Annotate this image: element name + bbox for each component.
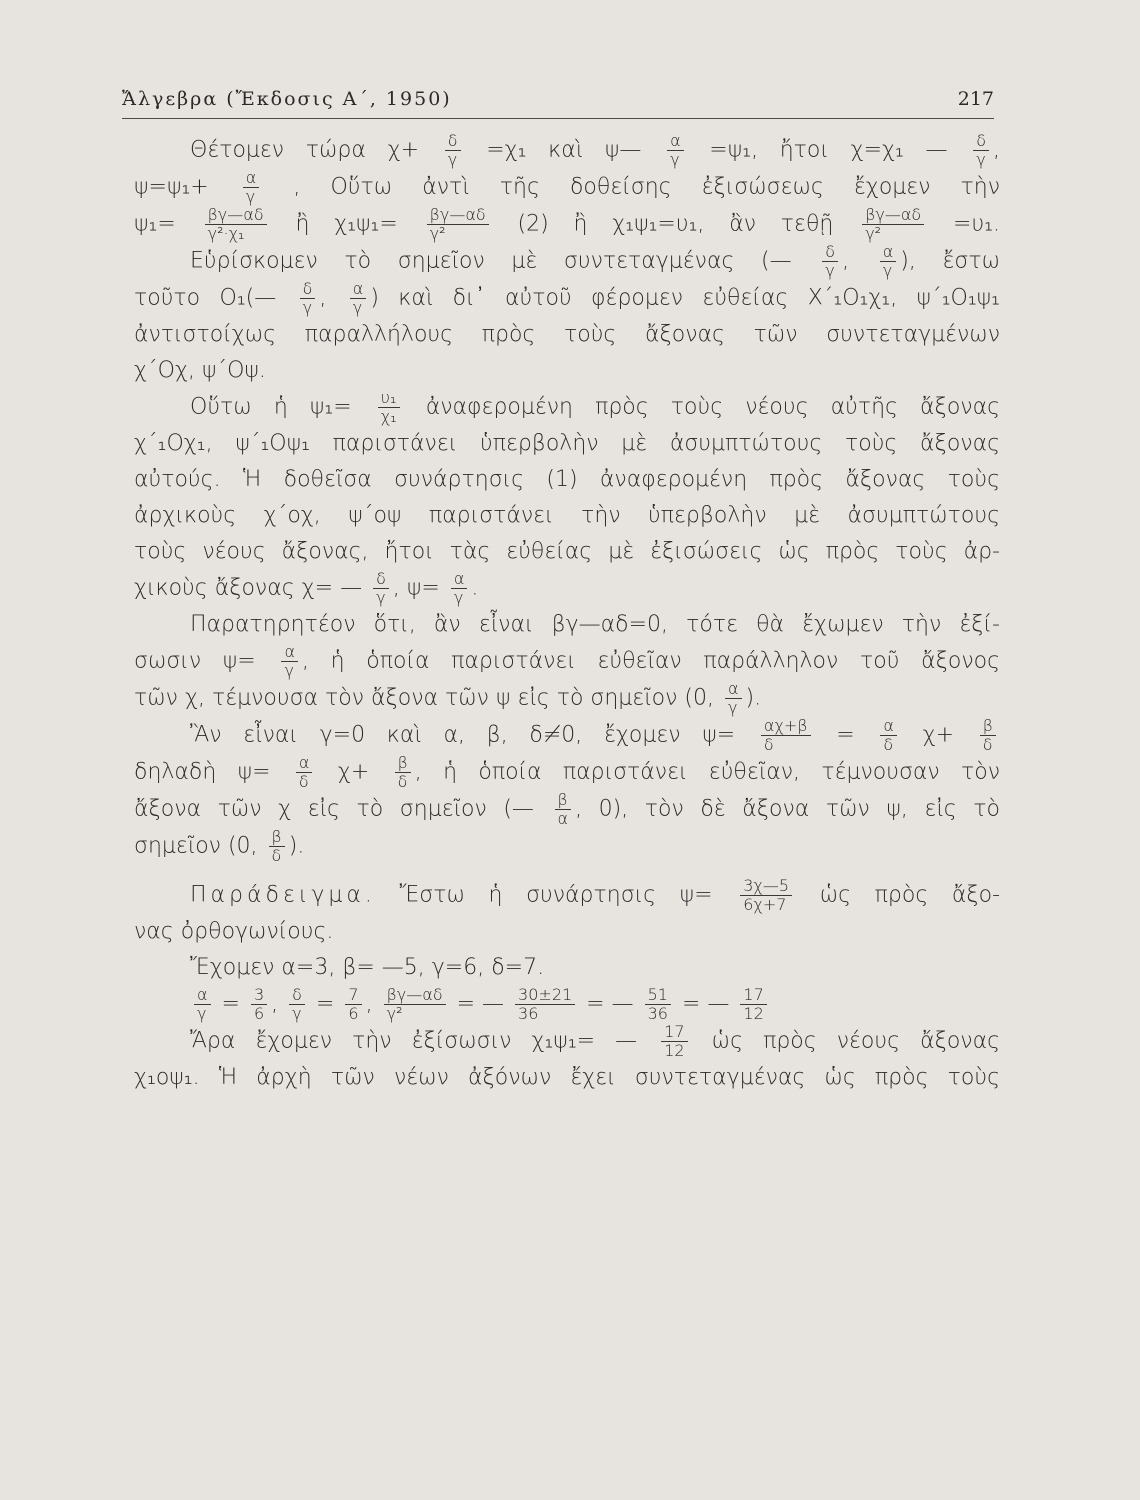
text-line: χ₁οψ₁. Ἡ ἀρχὴ τῶν νέων ἀξόνων ἔχει συντεταγμένας ὡς πρὸς τοὺς [134,1065,1000,1090]
text-line: Οὕτω ἡ ψ₁= $\frac{\text{υ₁}}{\text{χ₁}}$ ἀναφερομένη πρὸς τοὺς νέους αὐτῆς ἄξονας [190,388,1000,426]
fraction: $\frac{3\chi—5}{6\chi+7}$ [740,877,792,914]
fraction: $\frac{\beta\gamma—\alpha\delta}{\text{γ²·χ₁}}$ [205,206,267,243]
fraction: $\frac{\alpha}{\gamma}$ [350,280,367,317]
fraction: $\frac{\alpha}{\gamma}$ [880,243,897,280]
text-line: $\frac{\alpha}{\gamma}$ = $\frac{3}{6}$ , $\frac{\delta}{\gamma}$ = $\frac{7}{6}$ , $\frac{\beta\gamma—\alpha\delta}{\text{γ²}}$ = — $\frac{30\pm 21}{36}$ = — $\frac{51}{36}$ = — $\frac{17}{12}$ [134,986,1000,1023]
fraction: $\frac{\alpha}{\delta}$ [880,717,897,754]
text-line: χ΄Οχ, ψ΄Οψ. [134,358,266,383]
text-line: Εὑρίσκομεν τὸ σημεῖον μὲ συντεταγμένας (— $\frac{\delta}{\gamma}$ , $\frac{\alpha}{\gamma}$ ), ἔστω [190,242,1000,280]
fraction: $\frac{51}{36}$ [645,986,671,1023]
page-number: 217 [957,88,994,110]
text-line: ψ=ψ₁+ $\frac{\alpha}{\gamma}$ , Οὕτω ἀντὶ τῆς δοθείσης ἐξισώσεως ἔχομεν τὴν [134,168,1001,206]
fraction: $\frac{30\pm 21}{36}$ [515,986,575,1023]
fraction: $\frac{\delta}{\gamma}$ [373,570,389,607]
text-line: ἀντιστοίχως παραλλήλους πρὸς τοὺς ἄξονας τῶν συντεταγμένων [134,322,1000,347]
fraction: $\frac{\beta}{\delta}$ [395,754,411,791]
running-header [122,88,994,119]
fraction: $\frac{\beta\gamma—\alpha\delta}{\text{γ²}}$ [862,206,924,243]
fraction: $\frac{7}{6}$ [345,986,361,1023]
fraction: $\frac{\alpha}{\gamma}$ [725,680,742,717]
text-line: Ἄρα ἔχομεν τὴν ἐξίσωσιν χ₁ψ₁= — $\frac{17}{12}$ ὡς πρὸς νέους ἄξονας [190,1022,1001,1060]
fraction: $\frac{\delta}{\gamma}$ [300,280,316,317]
fraction: $\frac{\delta}{\gamma}$ [973,132,989,169]
text-line: χ΄₁Οχ₁, ψ΄₁Οψ₁ παριστάνει ὑπερβολὴν μὲ ἀσυμπτώτους τοὺς ἄξονας [134,431,1000,456]
fraction: $\frac{\delta}{\gamma}$ [822,243,838,280]
fraction: $\frac{\alpha\chi+\beta}{\delta}$ [761,717,811,754]
text-line: τῶν χ, τέμνουσα τὸν ἄξονα τῶν ψ εἰς τὸ σημεῖον (0, $\frac{\alpha}{\gamma}$ ). [134,679,762,717]
running-title: Ἄλγεβρα (Ἔκδοσις Α΄, 1950) [122,88,452,110]
text-line: χικοὺς ἄξονας χ= — $\frac{\delta}{\gamma}$ , ψ= $\frac{\alpha}{\gamma}$ . [134,569,479,607]
fraction: $\frac{\beta}{\alpha}$ [555,791,572,828]
text-line: Παράδειγμα. Ἔστω ἡ συνάρτησις ψ= $\frac{3\chi—5}{6\chi+7}$ ὡς πρὸς ἄξο- [190,876,1001,914]
text-line: τοὺς νέους ἄξονας, ἤτοι τὰς εὐθείας μὲ ἐξισώσεις ὡς πρὸς τοὺς ἀρ- [134,539,1000,564]
fraction: $\frac{\beta}{\delta}$ [269,828,285,865]
fraction: $\frac{\beta\gamma—\alpha\delta}{\text{γ²}}$ [427,206,489,243]
text-line: ἄξονα τῶν χ εἰς τὸ σημεῖον (— $\frac{\beta}{\alpha}$ , 0), τὸν δὲ ἄξονα τῶν ψ, εἰς τὸ [134,790,1000,828]
fraction: $\frac{\alpha}{\gamma}$ [667,132,684,169]
example-label: Παράδειγμα. [190,882,376,908]
fraction: $\frac{\delta}{\gamma}$ [289,986,305,1023]
text-line: Θέτομεν τώρα χ+ $\frac{\delta}{\gamma}$ =χ₁ καὶ ψ— $\frac{\alpha}{\gamma}$ =ψ₁, ἤτοι χ=χ₁ — $\frac{\delta}{\gamma}$ , [190,131,1001,169]
fraction: $\frac{3}{6}$ [251,986,267,1023]
text-line: Ἂν εἶναι γ=0 καὶ α, β, δ≠0, ἔχομεν ψ= $\frac{\alpha\chi+\beta}{\delta}$ = $\frac{\alpha}{\delta}$ χ+ $\frac{\beta}{\delta}$ [134,717,1000,754]
text-line: αὐτούς. Ἡ δοθεῖσα συνάρτησις (1) ἀναφερομένη πρὸς ἄξονας τοὺς [134,467,1000,492]
page-body [134,132,1000,1096]
fraction: $\frac{17}{12}$ [661,1023,687,1060]
fraction: $\frac{\alpha}{\gamma}$ [194,986,211,1023]
text-line: νας ὀρθογωνίους. [134,919,334,944]
fraction: $\frac{\beta}{\delta}$ [980,717,996,754]
text-line: σημεῖον (0, $\frac{\beta}{\delta}$ ). [134,827,305,865]
text-line: τοῦτο Ο₁(— $\frac{\delta}{\gamma}$ , $\frac{\alpha}{\gamma}$ ) καὶ δι᾽ αὐτοῦ φέρομεν εὐθείας Χ΄₁Ο₁χ₁, ψ΄₁Ο₁ψ₁ [134,279,1000,317]
fraction: $\frac{\beta\gamma—\alpha\delta}{\text{γ²}}$ [384,986,446,1023]
fraction: $\frac{17}{12}$ [740,986,766,1023]
text-line: ἀρχικοὺς χ΄οχ, ψ΄οψ παριστάνει τὴν ὑπερβολὴν μὲ ἀσυμπτώτους [134,503,1000,528]
fraction: $\frac{\alpha}{\delta}$ [296,754,313,791]
fraction: $\frac{\alpha}{\gamma}$ [243,169,260,206]
text-line: Ἔχομεν α=3, β= —5, γ=6, δ=7. [190,955,545,980]
text-line: σωσιν ψ= $\frac{\alpha}{\gamma}$ , ἡ ὁποία παριστάνει εὐθεῖαν παράλληλον τοῦ ἄξονος [134,642,1000,680]
fraction: $\frac{\alpha}{\gamma}$ [451,570,468,607]
fraction: $\frac{\alpha}{\gamma}$ [281,643,298,680]
text-line: Παρατηρητέον ὅτι, ἂν εἶναι βγ—αδ=0, τότε θὰ ἔχωμεν τὴν ἐξί- [190,612,1000,637]
fraction: $\frac{\delta}{\gamma}$ [445,132,461,169]
text-line: ψ₁= $\frac{\beta\gamma—\alpha\delta}{\text{γ²·χ₁}}$ ἢ χ₁ψ₁= $\frac{\beta\gamma—\alpha\delta}{\text{γ²}}$ (2) ἢ χ₁ψ₁=υ₁, ἂν τεθῇ $\frac{\beta\gamma—\alpha\delta}{\text{γ²}}$ =υ₁. [134,205,1001,243]
text-line: δηλαδὴ ψ= $\frac{\alpha}{\delta}$ χ+ $\frac{\beta}{\delta}$ , ἡ ὁποία παριστάνει εὐθεῖαν, τέμνουσαν τὸν [134,753,1000,791]
fraction: $\frac{\text{υ₁}}{\text{χ₁}}$ [378,389,400,426]
